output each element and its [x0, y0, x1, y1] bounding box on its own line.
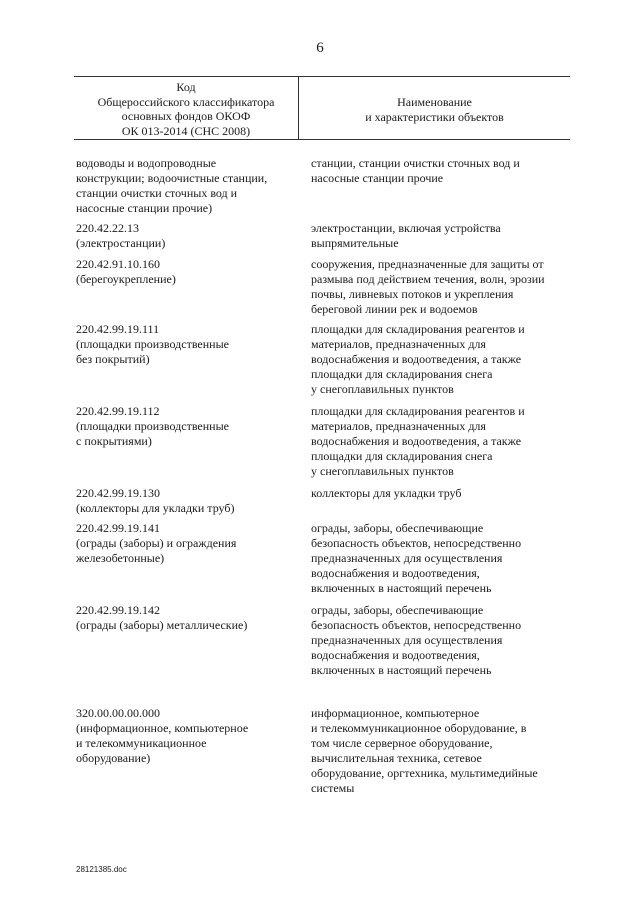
- header-line: Код: [176, 80, 196, 94]
- cell-line: 220.42.99.19.141: [76, 521, 160, 535]
- cell-line: 220.42.99.19.130: [76, 486, 160, 500]
- cell-line: водоснабжения и водоотведения,: [311, 566, 480, 580]
- cell-line: оборудование): [76, 751, 151, 765]
- cell-line: 320.00.00.00.000: [76, 706, 160, 720]
- cell-line: предназначенных для осуществления: [311, 633, 503, 647]
- cell-line: 220.42.99.19.111: [76, 322, 160, 336]
- okof-code-cell: [76, 221, 298, 251]
- cell-line: насосные станции прочие: [311, 171, 444, 185]
- name-column-header: [299, 95, 570, 124]
- cell-line: 220.42.99.19.142: [76, 603, 160, 617]
- document-filename: 28121385.doc: [76, 865, 127, 874]
- okof-code-cell: [76, 322, 298, 367]
- cell-line: без покрытий): [76, 352, 150, 366]
- cell-line: материалов, предназначенных для: [311, 419, 486, 433]
- cell-line: (ограды (заборы) и ограждения: [76, 536, 237, 550]
- cell-line: площадки для складирования реагентов и: [311, 322, 525, 336]
- cell-line: безопасность объектов, непосредственно: [311, 618, 522, 632]
- okof-code-cell: [76, 486, 298, 516]
- cell-line: станции очистки сточных вод и: [76, 186, 238, 200]
- cell-line: (берегоукрепление): [76, 272, 176, 286]
- description-cell: [311, 404, 573, 479]
- cell-line: (электростанции): [76, 236, 166, 250]
- cell-line: включенных в настоящий перечень: [311, 581, 492, 595]
- header-line: и характеристики объектов: [365, 109, 504, 124]
- okof-code-cell: [76, 156, 298, 216]
- description-cell: [311, 322, 573, 397]
- cell-line: системы: [311, 781, 355, 795]
- cell-line: том числе серверное оборудование,: [311, 736, 493, 750]
- cell-line: 220.42.91.10.160: [76, 257, 160, 271]
- cell-line: (площадки производственные: [76, 419, 229, 433]
- cell-line: электростанции, включая устройства: [311, 221, 501, 235]
- cell-line: (коллекторы для укладки труб): [76, 501, 235, 515]
- cell-line: 220.42.22.13: [76, 221, 139, 235]
- description-cell: [311, 486, 573, 501]
- cell-line: (ограды (заборы) металлические): [76, 618, 248, 632]
- cell-line: с покрытиями): [76, 434, 152, 448]
- cell-line: у снегоплавильных пунктов: [311, 382, 454, 396]
- cell-line: включенных в настоящий перечень: [311, 663, 492, 677]
- cell-line: коллекторы для укладки труб: [311, 486, 462, 500]
- cell-line: ограды, заборы, обеспечивающие: [311, 603, 484, 617]
- okof-code-cell: [76, 521, 298, 566]
- header-line: Общероссийского классификатора: [97, 94, 275, 109]
- cell-line: у снегоплавильных пунктов: [311, 464, 454, 478]
- cell-line: (площадки производственные: [76, 337, 229, 351]
- cell-line: информационное, компьютерное: [311, 706, 480, 720]
- cell-line: сооружения, предназначенные для защиты от: [311, 257, 544, 271]
- description-cell: [311, 521, 573, 596]
- description-cell: [311, 156, 573, 186]
- table-header: [74, 76, 570, 140]
- cell-line: водоснабжения и водоотведения,: [311, 648, 480, 662]
- okof-code-cell: [76, 706, 298, 766]
- cell-line: станции, станции очистки сточных вод и: [311, 156, 520, 170]
- cell-line: водоснабжения и водоотведения, а также: [311, 352, 522, 366]
- cell-line: ограды, заборы, обеспечивающие: [311, 521, 484, 535]
- description-cell: [311, 257, 573, 317]
- okof-code-cell: [76, 404, 298, 449]
- cell-line: (информационное, компьютерное: [76, 721, 249, 735]
- cell-line: выпрямительные: [311, 236, 399, 250]
- cell-line: водоснабжения и водоотведения, а также: [311, 434, 522, 448]
- cell-line: площадки для складирования реагентов и: [311, 404, 525, 418]
- cell-line: железобетонные): [76, 551, 165, 565]
- cell-line: площадки для складирования снега: [311, 367, 493, 381]
- cell-line: и телекоммуникационное: [76, 736, 207, 750]
- cell-line: предназначенных для осуществления: [311, 551, 503, 565]
- description-cell: [311, 603, 573, 678]
- cell-line: площадки для складирования снега: [311, 449, 493, 463]
- cell-line: материалов, предназначенных для: [311, 337, 486, 351]
- cell-line: береговой линии рек и водоемов: [311, 302, 478, 316]
- cell-line: водоводы и водопроводные: [76, 156, 217, 170]
- cell-line: оборудование, оргтехника, мультимедийные: [311, 766, 538, 780]
- description-cell: [311, 221, 573, 251]
- description-cell: [311, 706, 573, 796]
- okof-code-cell: [76, 257, 298, 287]
- cell-line: вычислительная техника, сетевое: [311, 751, 482, 765]
- header-line: основных фондов ОКОФ: [121, 109, 251, 123]
- cell-line: 220.42.99.19.112: [76, 404, 160, 418]
- cell-line: насосные станции прочие): [76, 201, 213, 215]
- page-number: 6: [316, 40, 324, 56]
- cell-line: безопасность объектов, непосредственно: [311, 536, 522, 550]
- cell-line: конструкции; водоочистные станции,: [76, 171, 268, 185]
- okof-code-cell: [76, 603, 298, 633]
- header-line: Наименование: [397, 95, 472, 109]
- cell-line: почвы, ливневых потоков и укрепления: [311, 287, 514, 301]
- cell-line: размыва под действием течения, волн, эрозии: [311, 272, 545, 286]
- cell-line: и телекоммуникационное оборудование, в: [311, 721, 527, 735]
- header-line: ОК 013-2014 (СНС 2008): [121, 123, 251, 138]
- code-column-header: [74, 80, 298, 138]
